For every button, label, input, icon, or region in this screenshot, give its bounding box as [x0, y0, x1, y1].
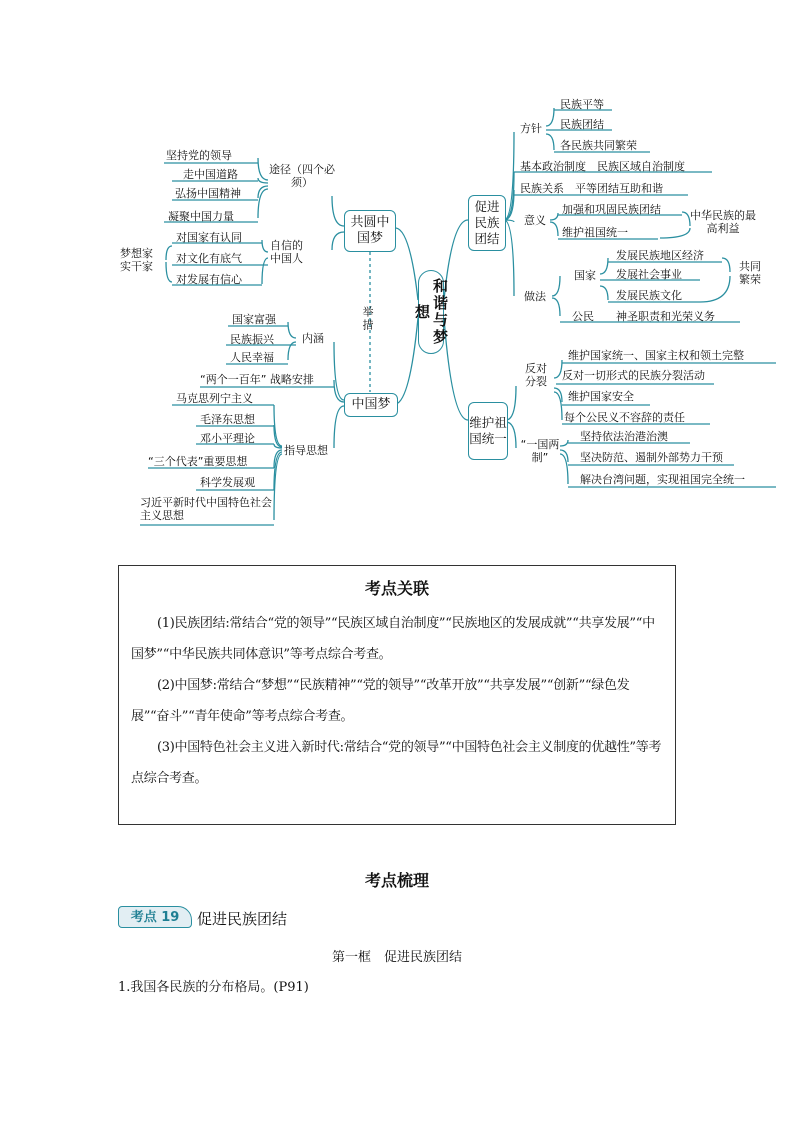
neihan-item: 人民幸福	[230, 351, 274, 364]
zhidao-label: 指导思想	[284, 444, 328, 457]
yiyi-label: 意义	[524, 214, 546, 227]
zixin-item: 对文化有底气	[176, 252, 242, 265]
zixin-item: 对国家有认同	[176, 231, 242, 244]
fandui-item: 每个公民义不容辞的责任	[564, 411, 685, 424]
branch-gongyuan: 共圆中国梦	[344, 210, 396, 252]
zhidao-item: 邓小平理论	[200, 432, 255, 445]
fandui-item: 维护国家安全	[568, 390, 634, 403]
panel-title: 考点关联	[364, 579, 429, 598]
guojia-item: 发展民族文化	[616, 289, 682, 302]
zhidao-item: “三个代表”重要思想	[148, 455, 248, 468]
jucuo-label: 举措	[361, 306, 374, 332]
panel-paragraph: (1)民族团结:常结合“党的领导”“民族区域自治制度”“民族地区的发展成就”“共享发展”“中国梦”“中华民族共同体意识”等考点综合考查。	[131, 616, 655, 662]
sub-title: 第一框 促进民族团结	[331, 950, 462, 965]
guanxi-item: 民族关系 平等团结互助和谐	[520, 182, 663, 195]
zixin-item: 对发展有信心	[176, 273, 242, 286]
panel-paragraph: (3)中国特色社会主义进入新时代:常结合“党的领导”“中国特色社会主义制度的优越性”等考点综合考查。	[131, 740, 662, 786]
zhanlue-item: “两个一百年” 战略安排	[200, 373, 314, 386]
zuigao-label: 中华民族的最高利益	[690, 209, 756, 235]
gongtong-label: 共同繁荣	[739, 260, 761, 286]
zhidao-item: 习近平新时代中国特色社会主义思想	[140, 496, 272, 522]
gongmin-item: 神圣职责和光荣义务	[616, 310, 715, 323]
fandui-item: 反对一切形式的民族分裂活动	[562, 369, 705, 382]
fandui-label: 反对分裂	[525, 362, 547, 388]
yiguo-label: “一国两制”	[520, 438, 560, 464]
mindmap-center: 和谐与梦想	[418, 270, 444, 354]
tujing-item: 走中国道路	[183, 168, 238, 181]
mind-map	[0, 0, 794, 540]
neihan-label: 内涵	[302, 332, 324, 345]
yiguo-item: 坚持依法治港治澳	[580, 430, 668, 443]
fangzhen-item: 民族平等	[560, 98, 604, 111]
mengxiang-label: 梦想家实干家	[120, 247, 153, 273]
fandui-item: 维护国家统一、国家主权和领土完整	[568, 349, 744, 362]
fangzhen-item: 各民族共同繁荣	[560, 139, 637, 152]
branch-cujin: 促进民族团结	[468, 195, 506, 251]
zixin-label: 自信的中国人	[270, 239, 303, 265]
tujing-item: 凝聚中国力量	[168, 210, 234, 223]
kaodian-badge: 考点 19	[118, 906, 192, 928]
guojia-item: 发展社会事业	[616, 268, 682, 281]
yiguo-item: 坚决防范、遏制外部势力干预	[580, 451, 723, 464]
tujing-item: 坚持党的领导	[166, 149, 232, 162]
yiguo-item: 解决台湾问题，实现祖国完全统一	[580, 473, 745, 486]
section-title: 考点梳理	[364, 871, 429, 890]
branch-zhongguomeng: 中国梦	[344, 393, 398, 417]
content-item: 1.我国各民族的分布格局。(P91)	[118, 980, 309, 995]
yiyi-item: 加强和巩固民族团结	[562, 203, 661, 216]
zhidao-item: 毛泽东思想	[200, 413, 255, 426]
tujing-item: 弘扬中国精神	[175, 187, 241, 200]
yiyi-item: 维护祖国统一	[562, 226, 628, 239]
panel-paragraph: (2)中国梦:常结合“梦想”“民族精神”“党的领导”“改革开放”“共享发展”“创新”“绿色发展”“奋斗”“青年使命”等考点综合考查。	[131, 678, 630, 724]
zuofa-label: 做法	[524, 290, 546, 303]
guojia-label: 国家	[574, 269, 596, 282]
guojia-item: 发展民族地区经济	[616, 249, 704, 262]
neihan-item: 国家富强	[232, 313, 276, 326]
badge-label: 促进民族团结	[197, 910, 288, 928]
zhidu-item: 基本政治制度 民族区域自治制度	[520, 160, 685, 173]
tujing-label: 途径（四个必须）	[269, 163, 335, 189]
neihan-item: 民族振兴	[230, 333, 274, 346]
fangzhen-item: 民族团结	[560, 118, 604, 131]
zhidao-item: 马克思列宁主义	[176, 392, 253, 405]
kaodian-guanlian-panel	[118, 565, 676, 825]
zhidao-item: 科学发展观	[200, 476, 255, 489]
branch-weihu: 维护祖国统一	[468, 402, 508, 460]
gongmin-label: 公民	[572, 310, 594, 323]
fangzhen-label: 方针	[520, 122, 542, 135]
